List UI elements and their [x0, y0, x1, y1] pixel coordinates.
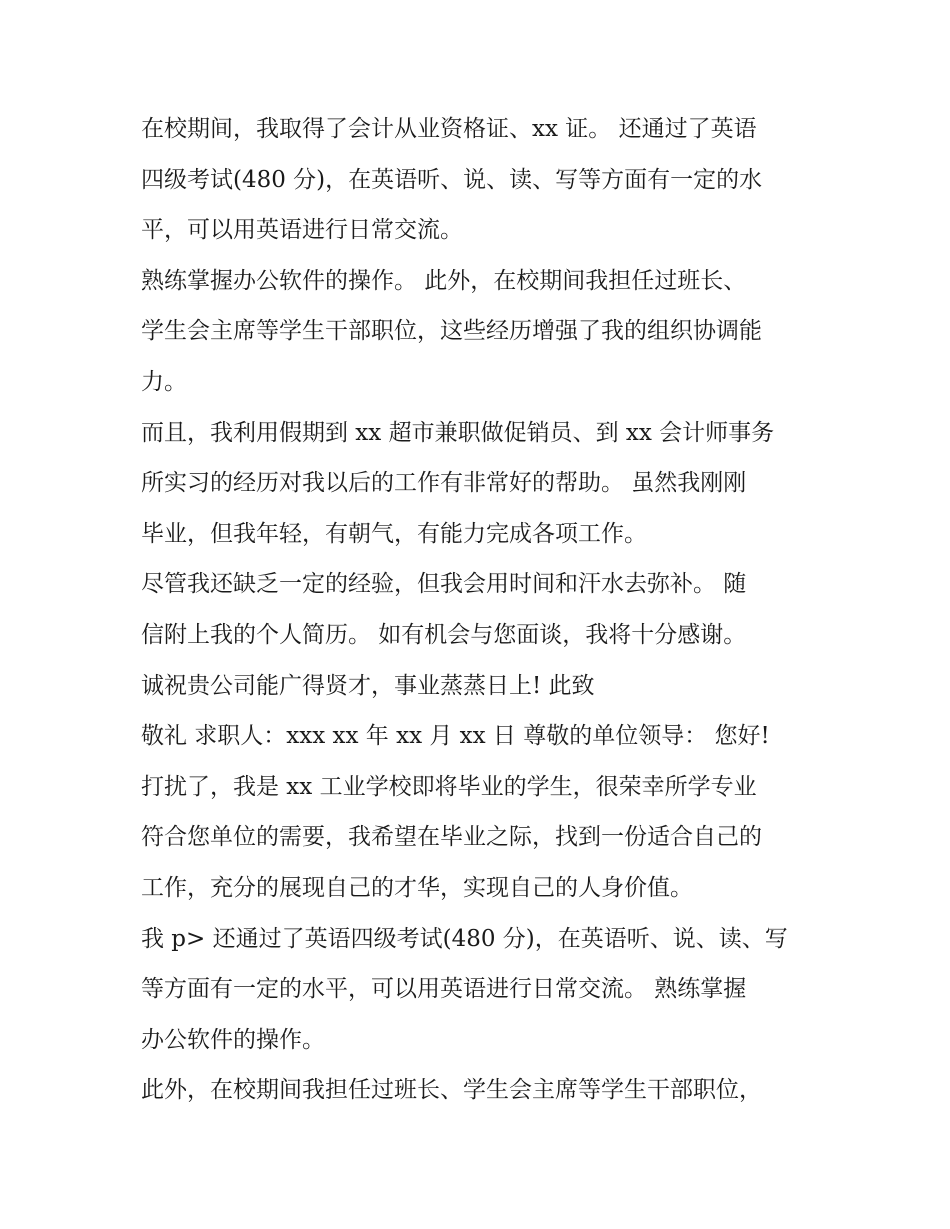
text-line: 信附上我的个人简历。 如有机会与您面谈，我将十分感谢。 [141, 621, 747, 648]
text-line: 敬礼 求职人：xxx xx 年 xx 月 xx 日 尊敬的单位领导： 您好! [141, 723, 770, 750]
paragraph-wishes [141, 661, 821, 712]
text-line: 力。 [141, 368, 187, 395]
paragraph-leadership [141, 1065, 821, 1116]
text-line: 熟练掌握办公软件的操作。 此外，在校期间我担任过班长、 [141, 267, 747, 294]
text-line: 符合您单位的需要，我希望在毕业之际，找到一份适合自己的 [141, 824, 762, 851]
text-line: 平，可以用英语进行日常交流。 [141, 217, 463, 244]
paragraph-office-skills [141, 256, 821, 408]
text-line: 毕业，但我年轻，有朝气，有能力完成各项工作。 [141, 520, 647, 547]
text-line: 办公软件的操作。 [141, 1026, 325, 1053]
text-line: 等方面有一定的水平，可以用英语进行日常交流。 熟练掌握 [141, 976, 747, 1003]
text-line: 四级考试(480 分)，在英语听、说、读、写等方面有一定的水 [141, 166, 763, 193]
text-line: 学生会主席等学生干部职位，这些经历增强了我的组织协调能 [141, 318, 762, 345]
text-line: 此外，在校期间我担任过班长、学生会主席等学生干部职位， [141, 1077, 762, 1104]
document-body [141, 104, 821, 1116]
paragraph-internship [141, 408, 821, 560]
paragraph-closing-greeting [141, 711, 821, 762]
paragraph-introduction [141, 762, 821, 914]
paragraph-experience [141, 559, 821, 660]
paragraph-english-skills [141, 914, 821, 1066]
text-line: 工作，充分的展现自己的才华，实现自己的人身价值。 [141, 874, 693, 901]
text-line: 所实习的经历对我以后的工作有非常好的帮助。 虽然我刚刚 [141, 470, 747, 497]
paragraph-certificates [141, 104, 821, 256]
text-line: 而且，我利用假期到 xx 超市兼职做促销员、到 xx 会计师事务 [141, 419, 775, 446]
text-line: 我 p> 还通过了英语四级考试(480 分)，在英语听、说、读、写 [141, 925, 788, 952]
text-line: 打扰了，我是 xx 工业学校即将毕业的学生，很荣幸所学专业 [141, 773, 757, 800]
text-line: 在校期间，我取得了会计从业资格证、xx 证。 还通过了英语 [141, 116, 757, 142]
text-line: 尽管我还缺乏一定的经验，但我会用时间和汗水去弥补。 随 [141, 571, 747, 598]
text-line: 诚祝贵公司能广得贤才，事业蒸蒸日上! 此致 [141, 672, 595, 699]
